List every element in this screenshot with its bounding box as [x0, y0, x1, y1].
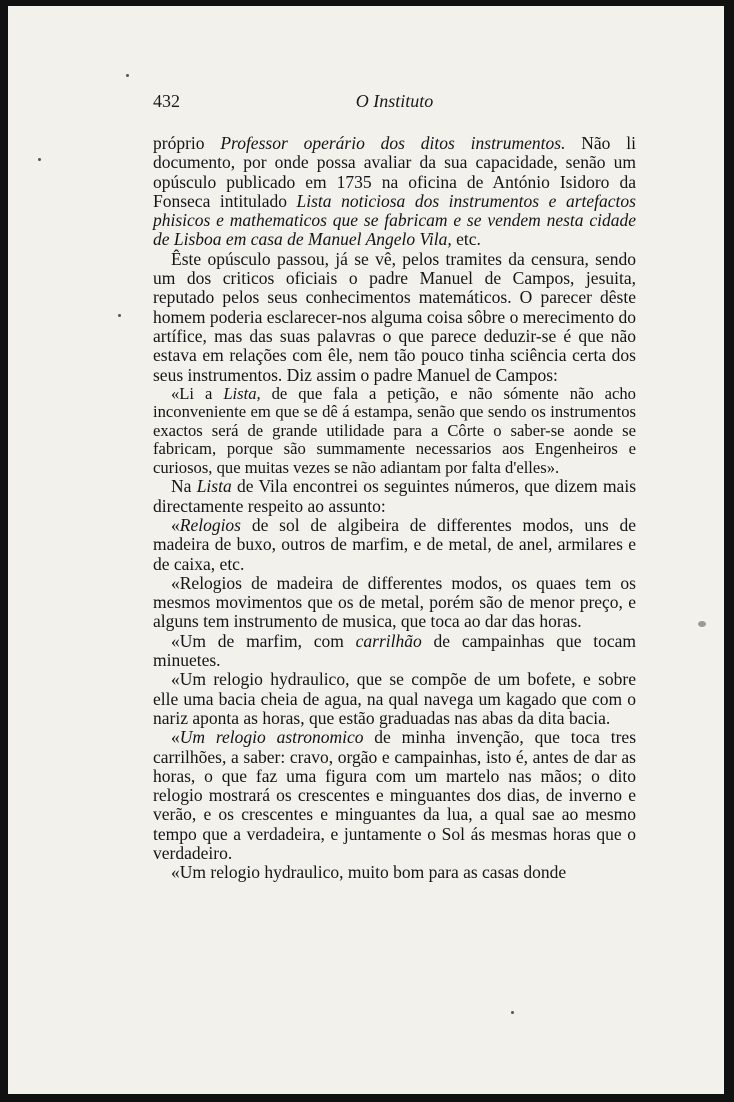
list-entry	[153, 574, 636, 632]
paragraph	[153, 477, 636, 516]
text-run: «Relogios de madeira de differentes modos, os quaes tem os mesmos movimentos que os de metal, porém são de menor preço, e alguns tem instrumento de musica, que toca ao dar das horas.	[153, 572, 636, 632]
print-speck	[511, 1011, 514, 1014]
italic-text: carrilhão	[355, 630, 422, 651]
italic-text: Professor operário dos ditos instrumentos.	[220, 133, 566, 153]
text-run: «Li a	[171, 383, 224, 403]
italic-text: Lista,	[223, 383, 261, 403]
italic-text: Lista noticiosa dos instrumentos e artefactos phisicos e mathematicos que se fabricam e se vendem nesta cidade de Lisboa em casa de Manuel Angelo Vila,	[153, 190, 636, 250]
text-run: Êste opúsculo passou, já se vê, pelos tramites da censura, sendo um dos criticos oficiais o padre Manuel de Campos, jesuita, reputado pelos seus conhecimentos matemáticos. O parecer dêste homem poderia esclarecer-nos alguma coisa sôbre o merecimento do artífice, mas das suas palavras o que parece deduzir-se é que não estava em relações com êle, nem tão pouco tinha sciência certa dos seus instrumentos. Diz assim o padre Manuel de Campos:	[153, 248, 636, 385]
text-run: «Um relogio hydraulico, que se compõe de um bofete, e sobre elle uma bacia cheia de agua, na qual navega um kagado que com o nariz aponta as horas, que estão graduadas nas abas da dita bacia.	[153, 669, 636, 728]
page-header	[153, 91, 636, 115]
book-page	[8, 6, 724, 1094]
print-speck	[126, 74, 129, 77]
text-run: Na	[171, 476, 197, 497]
text-run: «Um relogio hydraulico, muito bom para as casas donde	[171, 862, 567, 883]
paragraph	[153, 250, 636, 385]
text-run: «Um de marfim, com	[171, 630, 356, 651]
running-title: O Instituto	[355, 91, 434, 111]
page-number: 432	[153, 91, 180, 111]
text-run: etc.	[451, 229, 481, 250]
italic-text: Relogios	[179, 514, 241, 535]
body-text	[153, 134, 636, 883]
list-entry	[153, 728, 636, 863]
text-run: «	[171, 727, 180, 748]
italic-text: Lista	[196, 476, 232, 497]
text-run: «	[171, 514, 180, 535]
italic-text: Um relogio astronomico	[179, 727, 364, 748]
text-run: próprio	[153, 133, 221, 153]
paragraph	[153, 134, 636, 250]
text-run: de sol de algibeira de differentes modos, uns de madeira de buxo, outros de marfim, e de metal, de anel, armilares e de caixa, etc.	[153, 514, 636, 574]
text-run: de minha invenção, que toca tres carrilhões, a saber: cravo, orgão e campainhas, isto é, antes de dar as horas, o que faz uma figura com um martelo nas mãos; o dito relogio mostrará os crescentes e minguantes dos dias, de inverno e verão, e os crescentes e minguantes da lua, a qual sae ao mesmo tempo que a verdadeira, e juntamente o Sol ás mesmas horas que o verdadeiro.	[153, 727, 636, 863]
text-run: de Vila encontrei os seguintes números, que dizem mais directamente respeito ao assunto:	[153, 476, 637, 516]
print-speck	[38, 158, 41, 161]
list-entry	[153, 670, 636, 728]
list-entry	[153, 863, 636, 882]
list-entry	[153, 632, 636, 671]
print-speck	[118, 314, 121, 317]
print-speck	[698, 621, 706, 627]
quote-paragraph	[153, 385, 636, 478]
text-run: Não li documento, por onde possa avaliar da sua capacidade, senão um opúsculo publicado em 1735 na oficina de António Isidoro da Fonseca intitulado	[153, 133, 636, 211]
text-run: de campainhas que tocam minuetes.	[153, 630, 636, 671]
text-run: de que fala a petição, e não sómente não acho inconveniente em que se dê á estampa, senão que sendo os instrumentos exactos será de grande utilidade para a Côrte o saber-se aonde se fabricam, porque são summamente necessarios aos Engenheiros e curiosos, que muitas vezes se não adiantam por falta d'elles».	[153, 383, 636, 477]
list-entry	[153, 516, 636, 574]
